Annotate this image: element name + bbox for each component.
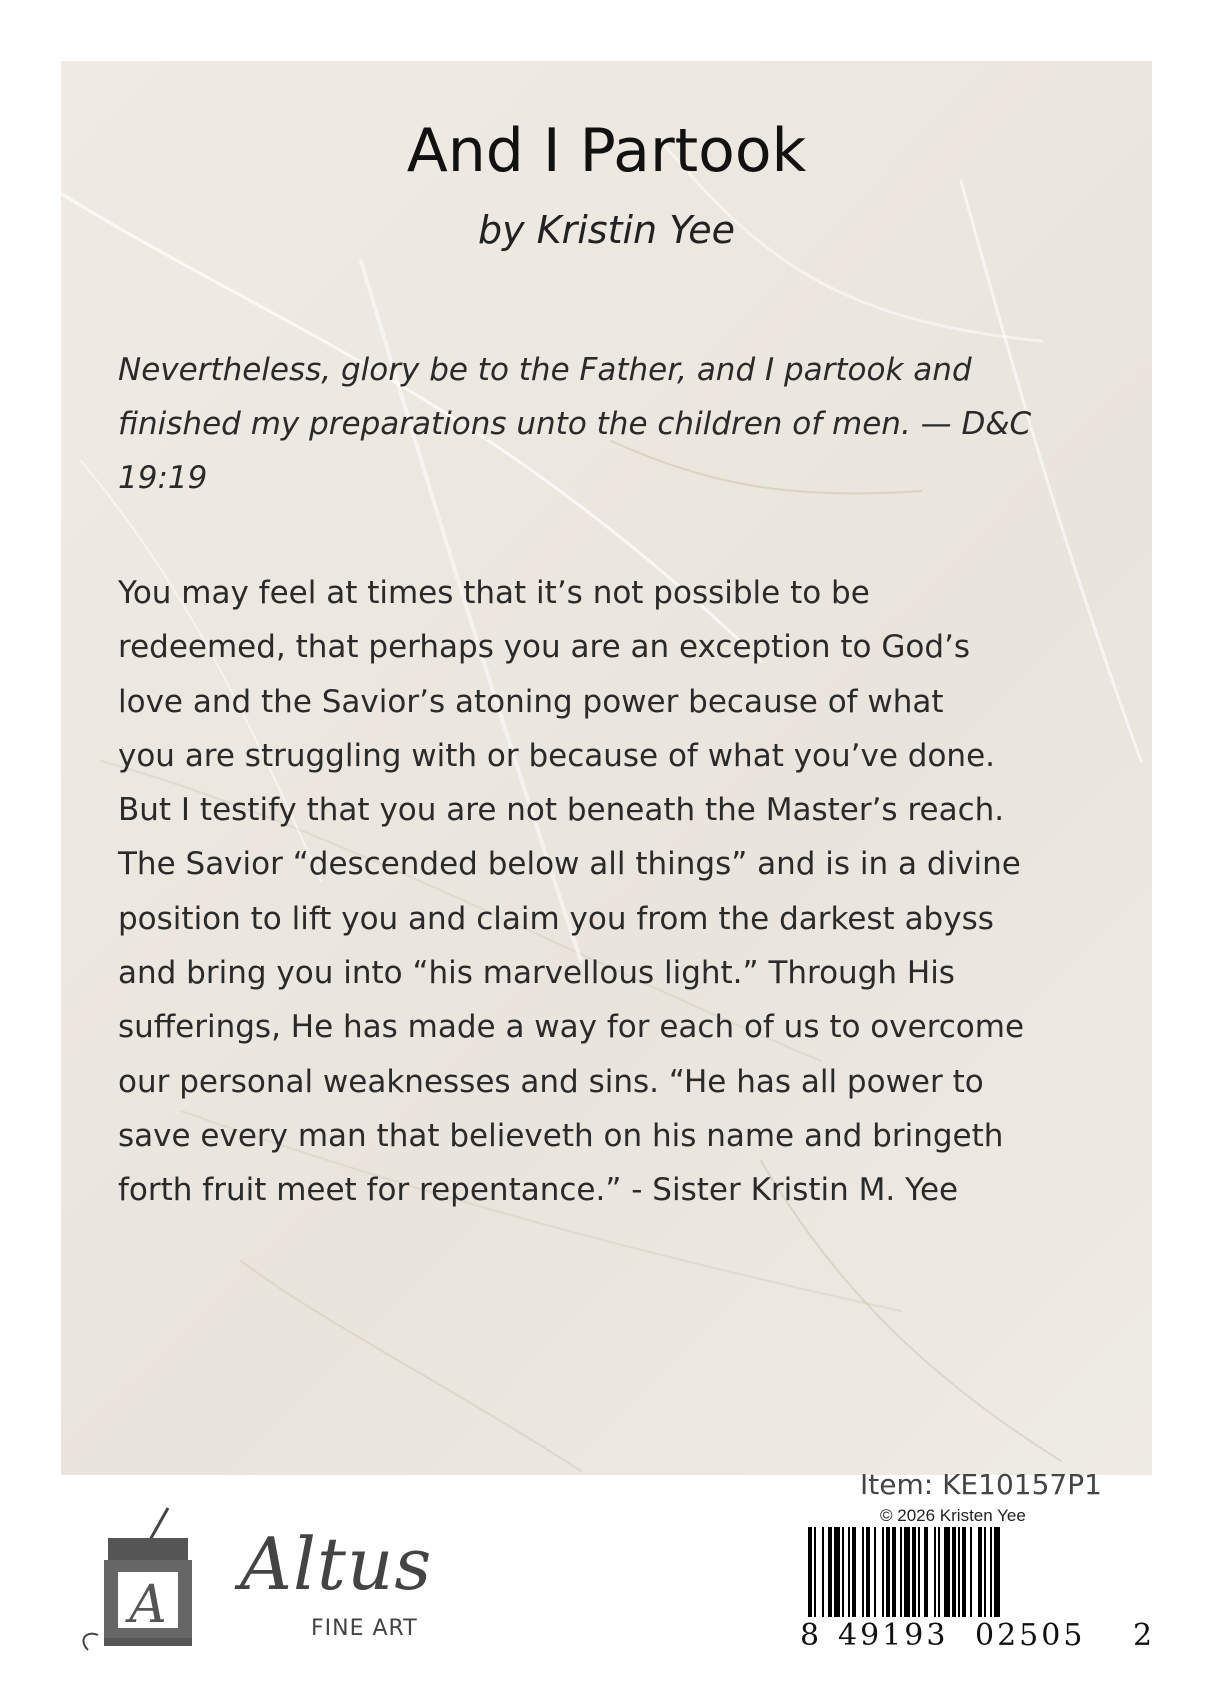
page-title: And I Partook [406,116,807,186]
body-line: love and the Savior’s atoning power because of what [118,683,944,720]
barcode-bar [900,1527,902,1617]
barcode-bar [944,1527,950,1617]
barcode-bar [978,1527,982,1617]
barcode-bar [904,1527,910,1617]
barcode-bar [822,1527,824,1617]
barcode-bar [852,1527,856,1617]
barcode-bar [834,1527,840,1617]
scripture-line: Nevertheless, glory be to the Father, and I partook and [118,352,972,388]
body-line: The Savior “descended below all things” and is in a divine [118,846,1021,883]
svg-text:A: A [129,1575,167,1635]
body-line: our personal weaknesses and sins. “He has all power to [118,1063,984,1100]
body-line: and bring you into “his marvellous light.” Through His [118,955,955,992]
scripture-quote [118,343,1128,505]
barcode-bar [814,1527,816,1617]
barcode-bar [842,1527,844,1617]
barcode-bar [962,1527,966,1617]
body-quote [118,566,1128,1218]
body-line: You may feel at times that it’s not possible to be [118,575,870,611]
byline: by Kristin Yee [477,208,735,252]
barcode-bar [918,1527,920,1617]
barcode-bar [994,1527,1000,1617]
barcode-bar [892,1527,896,1617]
barcode-bar [886,1527,890,1617]
scripture-line: finished my preparations unto the children of men. — D&C [118,406,1032,442]
barcode-bar [808,1527,812,1617]
barcode [800,1527,1160,1617]
barcode-bar [958,1527,960,1617]
barcode-bar [924,1527,928,1617]
barcode-bar [848,1527,850,1617]
barcode-bar [874,1527,876,1617]
body-line: position to lift you and claim you from the darkest abyss [118,900,994,937]
scripture-line: 19:19 [118,460,208,496]
barcode-digits-left: 49193 [838,1618,949,1653]
logo-subtitle: FINE ART [311,1616,418,1641]
body-line: forth fruit meet for repentance.” - Sister Kristin M. Yee [118,1172,959,1209]
body-line: sufferings, He has made a way for each of us to overcome [118,1009,1025,1046]
barcode-bar [970,1527,972,1617]
body-line: But I testify that you are not beneath the Master’s reach. [118,792,1005,829]
altus-logo [68,1500,448,1660]
copyright-notice: © 2026 Kristen Yee [880,1506,1026,1525]
barcode-bar [952,1527,956,1617]
barcode-bar [990,1527,992,1617]
barcode-bar [862,1527,864,1617]
barcode-bar [984,1527,986,1617]
barcode-digit-last: 2 [1133,1618,1156,1653]
barcode-digits-right: 02505 [975,1618,1086,1653]
barcode-digit-first: 8 [800,1618,823,1653]
body-line: you are struggling with or because of what you’ve done. [118,737,996,774]
barcode-bar [934,1527,936,1617]
easel-icon [68,1500,238,1660]
marble-card [61,61,1152,1475]
body-line: redeemed, that perhaps you are an exception to God’s [118,629,971,666]
logo-name: Altus [240,1522,433,1606]
barcode-bar [912,1527,916,1617]
barcode-bar [938,1527,940,1617]
barcode-bar [882,1527,884,1617]
item-number: Item: KE10157P1 [860,1468,1102,1501]
barcode-bar [866,1527,870,1617]
barcode-bar [828,1527,832,1617]
body-line: save every man that believeth on his name and bringeth [118,1117,1004,1154]
